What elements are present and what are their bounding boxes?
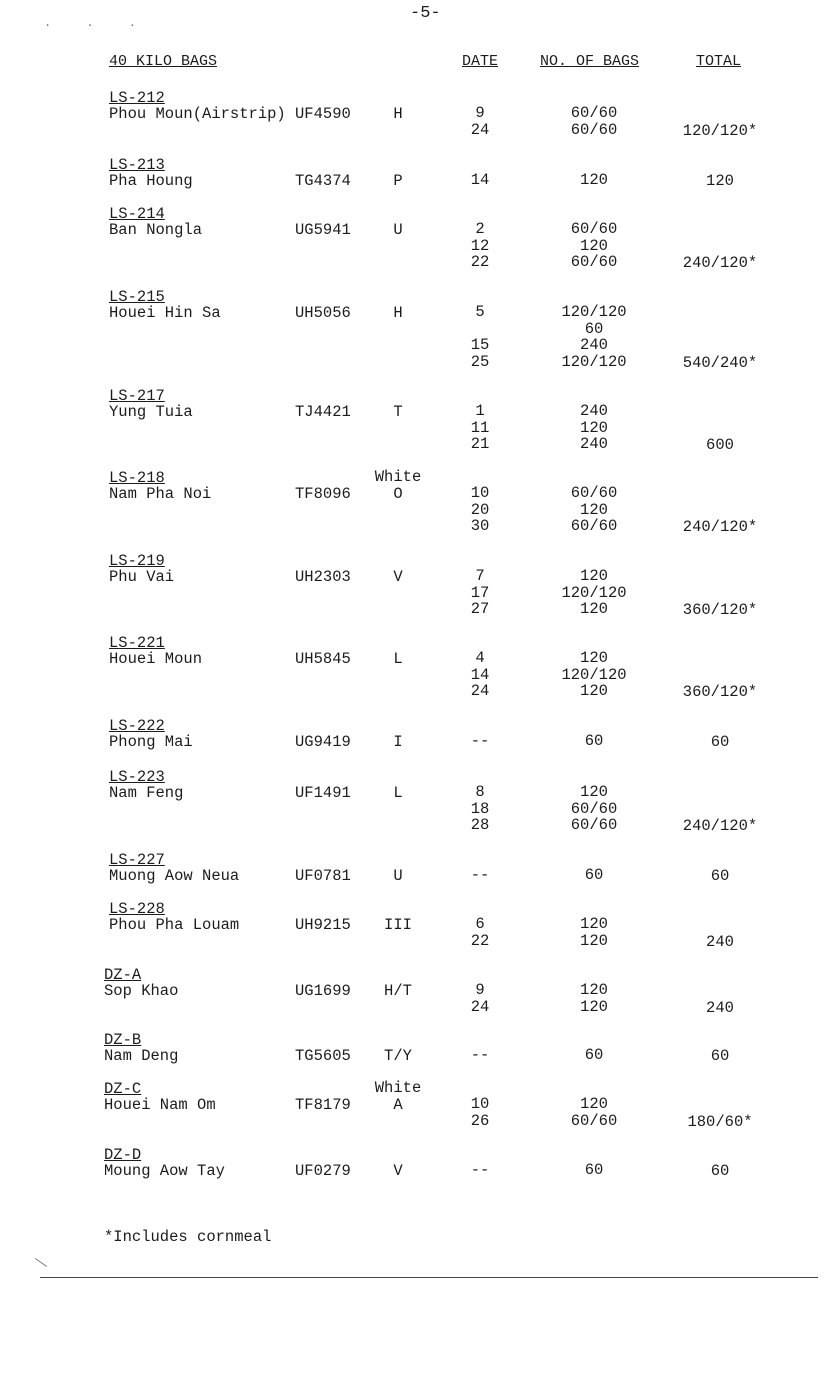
page-number: -5- xyxy=(410,4,441,23)
bag-count-list xyxy=(548,1047,640,1064)
bag-count-value: 120/120 xyxy=(561,352,627,371)
site-name: Ban Nongla xyxy=(109,221,203,239)
grid-reference: UH9215 xyxy=(295,916,351,934)
zone-line: White xyxy=(374,1079,422,1097)
date-value: 5 xyxy=(475,303,485,321)
grid-reference: UG9419 xyxy=(295,733,351,751)
date-value: 17 xyxy=(470,583,490,602)
site-code: LS-221 xyxy=(109,634,165,652)
zone-label xyxy=(368,172,428,190)
total-value: 360/120* xyxy=(682,683,758,701)
date-list xyxy=(452,916,508,949)
bag-count-value: 120 xyxy=(580,236,608,255)
date-value: 24 xyxy=(470,997,490,1016)
site-code: DZ-B xyxy=(104,1031,142,1049)
date-list xyxy=(452,867,508,884)
bag-count-value: 60/60 xyxy=(570,120,618,139)
date-value: 12 xyxy=(470,236,490,255)
total-value: 180/60* xyxy=(687,1112,753,1131)
bag-count-value: 60/60 xyxy=(570,253,618,271)
zone-line: L xyxy=(393,784,403,802)
bag-count-value: 120/120 xyxy=(561,583,627,602)
zone-line: A xyxy=(393,1096,403,1114)
zone-line: White xyxy=(374,468,422,486)
grid-reference: UG5941 xyxy=(295,221,351,239)
site-code: DZ-D xyxy=(104,1146,142,1164)
site-name: Phou Pha Louam xyxy=(109,916,240,934)
site-name: Phou Moun(Airstrip) xyxy=(109,105,286,123)
header-date: DATE xyxy=(462,53,499,70)
total-value: 120 xyxy=(706,172,734,190)
date-value: -- xyxy=(470,1161,490,1179)
date-value: -- xyxy=(470,1046,490,1064)
bag-count-value: 120 xyxy=(580,981,608,999)
total-value: 60 xyxy=(710,733,730,751)
bag-count-value: 120 xyxy=(580,649,608,667)
total-value: 360/120* xyxy=(682,601,758,619)
site-name: Pha Houng xyxy=(109,172,193,190)
date-value: 14 xyxy=(470,171,490,189)
date-value: 21 xyxy=(470,435,490,453)
date-value: 1 xyxy=(475,402,485,420)
bag-count-value: 240 xyxy=(580,435,608,453)
total-value: 60 xyxy=(710,1162,730,1180)
bag-count-value: 120 xyxy=(580,783,608,801)
total-value: 60 xyxy=(710,867,730,885)
grid-reference: TF8179 xyxy=(295,1096,351,1114)
bag-count-value: 60 xyxy=(584,732,604,750)
site-name: Moung Aow Tay xyxy=(104,1162,225,1180)
zone-line: H xyxy=(393,105,403,123)
date-list xyxy=(452,1096,508,1129)
bag-count-value: 120/120 xyxy=(561,665,627,684)
grid-reference: UG1699 xyxy=(295,982,351,1000)
bag-count-list xyxy=(548,304,640,370)
site-code: LS-214 xyxy=(109,205,165,223)
bag-count-value: 120 xyxy=(580,1095,608,1113)
date-value: 8 xyxy=(475,783,485,801)
zone-line: O xyxy=(393,485,403,503)
bag-count-value: 60 xyxy=(584,319,604,338)
site-code: LS-228 xyxy=(109,900,165,918)
bag-count-list xyxy=(548,172,640,189)
bag-count-value: 240 xyxy=(580,336,608,354)
grid-reference: TF8096 xyxy=(295,485,351,503)
total-value: 540/240* xyxy=(682,353,758,372)
page-bottom-rule xyxy=(40,1277,818,1278)
site-code: LS-213 xyxy=(109,156,165,174)
bag-count-list xyxy=(548,568,640,618)
grid-reference: UF0781 xyxy=(295,867,351,885)
bag-count-list xyxy=(548,1162,640,1179)
bag-count-value: 60 xyxy=(584,1046,604,1064)
bag-count-value: 120 xyxy=(580,931,608,950)
date-value xyxy=(452,321,508,338)
bag-count-value: 60 xyxy=(584,1161,604,1179)
zone-label xyxy=(368,867,428,885)
grid-reference: UF4590 xyxy=(295,105,351,123)
date-value: 2 xyxy=(475,220,485,238)
bag-count-list xyxy=(548,733,640,750)
date-list xyxy=(452,304,508,370)
date-list xyxy=(452,733,508,750)
date-list xyxy=(452,221,508,271)
bag-count-list xyxy=(548,867,640,884)
bag-count-value: 60 xyxy=(584,866,604,884)
header-total: TOTAL xyxy=(696,53,742,70)
zone-label xyxy=(368,403,428,421)
zone-line: U xyxy=(393,867,403,885)
zone-label xyxy=(368,1080,428,1114)
zone-label xyxy=(368,221,428,239)
total-value: 60 xyxy=(710,1047,730,1065)
date-value: 24 xyxy=(470,682,490,700)
bag-count-list xyxy=(548,982,640,1015)
site-name: Houei Hin Sa xyxy=(109,304,221,322)
date-list xyxy=(452,568,508,618)
zone-label xyxy=(368,1162,428,1180)
date-value: 7 xyxy=(475,567,485,585)
bag-count-value: 240 xyxy=(580,402,608,420)
zone-line: L xyxy=(393,650,403,668)
bag-count-list xyxy=(548,784,640,834)
grid-reference: UH2303 xyxy=(295,568,351,586)
zone-line: P xyxy=(393,172,403,190)
bag-count-value: 120 xyxy=(580,997,608,1016)
grid-reference: UH5056 xyxy=(295,304,351,322)
bag-count-value: 60/60 xyxy=(570,517,618,535)
site-name: Phu Vai xyxy=(109,568,175,586)
grid-reference: TG5605 xyxy=(295,1047,351,1065)
bag-count-value: 120 xyxy=(580,600,608,618)
date-value: 30 xyxy=(470,517,490,535)
site-code: LS-218 xyxy=(109,469,165,487)
date-value: 9 xyxy=(475,981,485,999)
zone-label xyxy=(368,733,428,751)
date-value: 11 xyxy=(470,418,490,437)
zone-label xyxy=(368,469,428,503)
total-value: 240/120* xyxy=(682,817,758,835)
date-value: 20 xyxy=(470,500,490,519)
site-name: Houei Nam Om xyxy=(104,1096,216,1114)
margin-specks: . . . xyxy=(44,16,151,30)
grid-reference: UH5845 xyxy=(295,650,351,668)
site-name: Nam Deng xyxy=(104,1047,179,1065)
grid-reference: UF0279 xyxy=(295,1162,351,1180)
zone-label xyxy=(368,982,428,1000)
zone-line: T xyxy=(393,403,403,421)
page-rule-tick xyxy=(35,1258,47,1267)
footnote: *Includes cornmeal xyxy=(104,1228,272,1246)
site-code: DZ-C xyxy=(104,1080,142,1098)
header-no-of-bags: NO. OF BAGS xyxy=(540,53,640,70)
grid-reference: TG4374 xyxy=(295,172,351,190)
total-value: 240 xyxy=(706,998,734,1017)
bag-count-value: 60/60 xyxy=(570,484,618,502)
bag-count-list xyxy=(548,650,640,700)
site-name: Nam Feng xyxy=(109,784,184,802)
date-value: 14 xyxy=(470,665,490,684)
total-value: 240/120* xyxy=(682,518,758,536)
bag-count-list xyxy=(548,221,640,271)
site-code: LS-223 xyxy=(109,768,165,786)
bag-count-value: 120 xyxy=(580,418,608,437)
bag-count-value: 120 xyxy=(580,171,608,189)
date-value: 10 xyxy=(470,1095,490,1113)
zone-label xyxy=(368,650,428,668)
site-code: LS-212 xyxy=(109,89,165,107)
total-value: 240/120* xyxy=(682,254,758,272)
zone-label xyxy=(368,784,428,802)
header-bag-type: 40 KILO BAGS xyxy=(109,53,218,70)
zone-line: III xyxy=(384,916,412,934)
zone-line: H/T xyxy=(384,982,412,1000)
site-name: Nam Pha Noi xyxy=(109,485,212,503)
bag-count-value: 120 xyxy=(580,500,608,519)
site-code: LS-219 xyxy=(109,552,165,570)
date-value: 24 xyxy=(470,120,490,139)
zone-line: V xyxy=(393,1162,403,1180)
date-list xyxy=(452,105,508,138)
site-name: Houei Moun xyxy=(109,650,203,668)
bag-count-value: 60/60 xyxy=(570,816,618,834)
bag-count-list xyxy=(548,105,640,138)
bag-count-list xyxy=(548,485,640,535)
zone-line: V xyxy=(393,568,403,586)
bag-count-list xyxy=(548,916,640,949)
bag-count-value: 120/120 xyxy=(561,303,627,321)
date-list xyxy=(452,1162,508,1179)
grid-reference: UF1491 xyxy=(295,784,351,802)
bag-count-value: 60/60 xyxy=(570,104,618,122)
date-list xyxy=(452,1047,508,1064)
zone-label xyxy=(368,105,428,123)
date-value: 6 xyxy=(475,915,485,933)
zone-line: T/Y xyxy=(384,1047,412,1065)
date-list xyxy=(452,650,508,700)
bag-count-value: 120 xyxy=(580,915,608,933)
date-value: 18 xyxy=(470,799,490,818)
date-value: 22 xyxy=(470,253,490,271)
site-name: Sop Khao xyxy=(104,982,179,1000)
total-value: 120/120* xyxy=(682,121,758,140)
zone-label xyxy=(368,568,428,586)
date-value: 28 xyxy=(470,816,490,834)
site-code: DZ-A xyxy=(104,966,142,984)
bag-count-list xyxy=(548,403,640,453)
date-value: 25 xyxy=(470,352,490,371)
date-value: 9 xyxy=(475,104,485,122)
date-value: 4 xyxy=(475,649,485,667)
total-value: 240 xyxy=(706,932,734,951)
date-list xyxy=(452,784,508,834)
zone-label xyxy=(368,304,428,322)
date-value: -- xyxy=(470,866,490,884)
site-code: LS-227 xyxy=(109,851,165,869)
zone-label xyxy=(368,916,428,934)
site-code: LS-215 xyxy=(109,288,165,306)
bag-count-value: 120 xyxy=(580,682,608,700)
site-name: Yung Tuia xyxy=(109,403,193,421)
site-name: Muong Aow Neua xyxy=(109,867,240,885)
bag-count-value: 60/60 xyxy=(570,799,618,818)
bag-count-value: 120 xyxy=(580,567,608,585)
grid-reference: TJ4421 xyxy=(295,403,351,421)
zone-line: U xyxy=(393,221,403,239)
zone-label xyxy=(368,1047,428,1065)
bag-count-list xyxy=(548,1096,640,1129)
zone-line: H xyxy=(393,304,403,322)
date-list xyxy=(452,982,508,1015)
date-value: 15 xyxy=(470,336,490,354)
date-value: 22 xyxy=(470,931,490,950)
zone-line: I xyxy=(393,733,403,751)
date-value: -- xyxy=(470,732,490,750)
date-value: 26 xyxy=(470,1111,490,1130)
date-value: 27 xyxy=(470,600,490,618)
date-list xyxy=(452,485,508,535)
bag-count-value: 60/60 xyxy=(570,220,618,238)
date-value: 10 xyxy=(470,484,490,502)
total-value: 600 xyxy=(706,436,734,454)
site-code: LS-222 xyxy=(109,717,165,735)
date-list xyxy=(452,403,508,453)
site-code: LS-217 xyxy=(109,387,165,405)
date-list xyxy=(452,172,508,189)
bag-count-value: 60/60 xyxy=(570,1111,618,1130)
site-name: Phong Mai xyxy=(109,733,193,751)
